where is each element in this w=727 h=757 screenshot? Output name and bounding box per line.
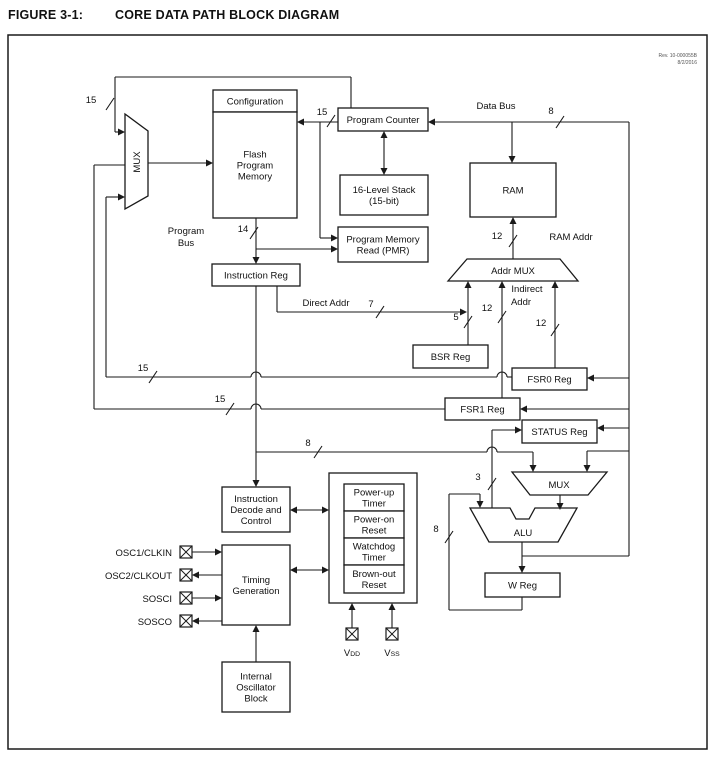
osc2-clkout-label: OSC2/CLKOUT [104,571,172,582]
bus-width-slash [106,98,114,110]
figure-border [8,35,707,749]
instruction-decode-box-label: Instruction Decode and Control [230,494,282,527]
figure-number: FIGURE 3-1: [8,8,84,22]
arrowhead [192,572,199,579]
bus-width-15-pc-flash: 15 [316,107,328,118]
watchdog-timer-box-label: Watchdog Timer [352,541,396,564]
alu-input-mux-label: MUX [548,480,570,491]
sosco-label: SOSCO [137,617,172,628]
arrowhead [530,465,537,472]
arrowhead [584,465,591,472]
ram-addr-label: RAM Addr [549,232,593,243]
arrowhead [499,281,506,288]
arrowhead [118,129,125,136]
arrowhead [428,119,435,126]
w-reg-box-label: W Reg [507,580,538,592]
bus-width-7: 7 [368,299,374,310]
osc1-clkin-label: OSC1/CLKIN [115,548,172,559]
bus-width-3-status: 3 [475,472,481,483]
arrowhead [381,168,388,175]
arrowhead [253,625,260,632]
bus-width-12-fsr0: 12 [535,318,547,329]
arrowhead [477,501,484,508]
arrowhead [381,131,388,138]
arrowhead [215,549,222,556]
stack-box-label: 16-Level Stack (15-bit) [352,185,416,207]
bus-width-15-fsr0-bus: 15 [137,363,149,374]
arrowhead [587,375,594,382]
arrowhead [460,309,467,316]
arrowhead [520,406,527,413]
bus-width-8-literal: 8 [305,438,311,449]
arrowhead [465,281,472,288]
arrowhead [290,567,297,574]
arrowhead [290,507,297,514]
arrowhead [297,119,304,126]
indirect-addr-label-1: Indirect [511,284,543,295]
sosci-label: SOSCI [142,594,172,605]
arrowhead [253,480,260,487]
power-on-reset-box-label: Power-on Reset [353,514,395,537]
arrowhead [253,257,260,264]
program-counter-box-label: Program Counter [346,115,420,126]
ram-box-label: RAM [502,185,524,197]
instruction-reg-box-label: Instruction Reg [224,270,288,282]
arrowhead [349,603,356,610]
bus-width-8-data-bus: 8 [548,106,554,117]
arrowhead [331,235,338,242]
program-bus-label-2: Bus [177,238,195,249]
bus-width-8-wreg: 8 [433,524,439,535]
internal-oscillator-box-label: Internal Oscillator Block [236,671,276,705]
indirect-addr-label-2: Addr [510,297,532,308]
program-bus-label-1: Program [167,226,205,237]
power-up-timer-box-label: Power-up Timer [353,487,395,510]
bus-width-15-pc-loop: 15 [85,95,97,106]
bus-width-5: 5 [453,312,459,323]
bus-width-slash [250,227,258,239]
data-bus-label: Data Bus [476,101,516,112]
bus-width-12-fsr1: 12 [481,303,493,314]
bus-width-15-fsr1-bus: 15 [214,394,226,405]
arrowhead [192,618,199,625]
arrowhead [515,427,522,434]
arrowhead [389,603,396,610]
arrowhead [206,160,213,167]
status-reg-box-label: STATUS Reg [531,427,588,438]
bsr-reg-box-label: BSR Reg [430,352,471,363]
bus-width-12-ram: 12 [491,231,503,242]
pmr-box-label: Program Memory Read (PMR) [346,234,420,257]
revision-line-1: Rev. 10-000055B [658,53,697,59]
arrowhead [331,246,338,253]
arrowhead [118,194,125,201]
bus-width-slash [327,115,335,127]
arrowhead [322,567,329,574]
vdd-label: VDD [343,648,361,659]
figure-title: CORE DATA PATH BLOCK DIAGRAM [115,8,340,22]
flash-program-memory-box-label: Flash Program Memory [236,149,274,183]
arrowhead [519,566,526,573]
arrowhead [510,217,517,224]
arrowhead [215,595,222,602]
direct-addr-label: Direct Addr [302,298,350,309]
alu-label: ALU [513,528,533,539]
fsr0-reg-box-label: FSR0 Reg [527,374,572,386]
program-address-mux-label: MUX [132,151,143,173]
arrowhead [552,281,559,288]
addr-mux-label: Addr MUX [491,266,535,277]
fsr1-reg-box-label: FSR1 Reg [460,404,505,416]
brown-out-reset-box-label: Brown-out Reset [352,569,396,591]
configuration-box-label: Configuration [226,96,284,108]
arrowhead [322,507,329,514]
timing-generation-box-label: Timing Generation [232,575,280,597]
arrowhead [597,425,604,432]
revision-line-2: 8/2/2016 [677,60,697,66]
arrowhead [509,156,516,163]
vss-label: VSS [384,648,400,659]
bus-width-14: 14 [237,224,249,235]
